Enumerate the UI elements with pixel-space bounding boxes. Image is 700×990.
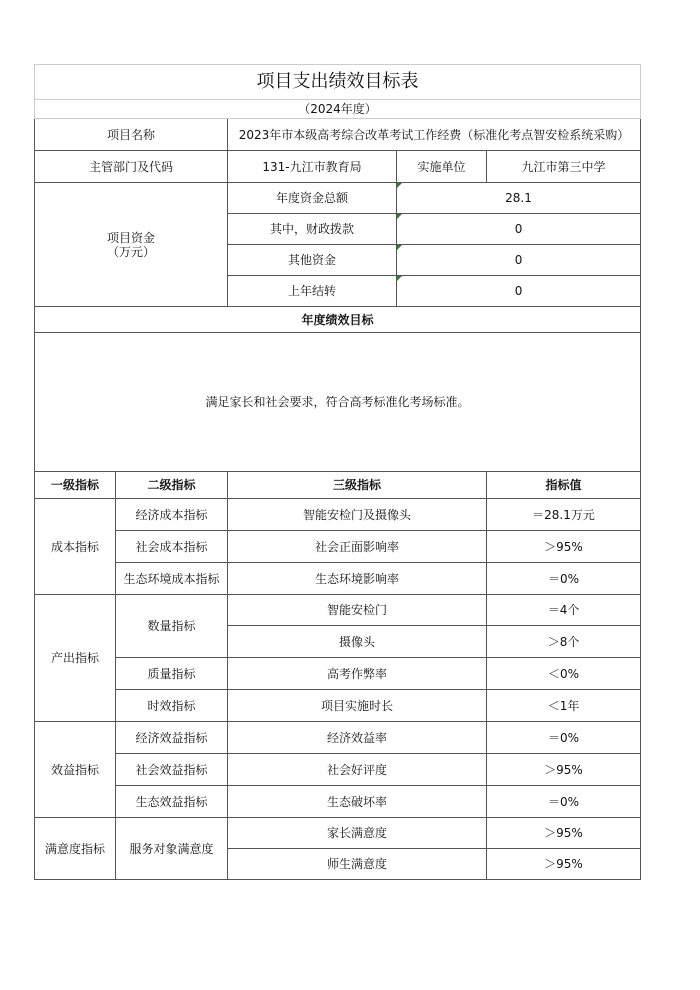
- level3-cell: 社会好评度: [228, 754, 487, 786]
- fund-fiscal-value: 0: [397, 214, 641, 245]
- header-level2: 二级指标: [116, 472, 228, 499]
- value-cell: ＝0%: [487, 722, 641, 754]
- fund-other-value: 0: [397, 245, 641, 276]
- value-cell: ＞8个: [487, 626, 641, 658]
- level3-cell: 师生满意度: [228, 849, 487, 880]
- fund-carryover-value: 0: [397, 276, 641, 307]
- value-cell: ＞95%: [487, 818, 641, 849]
- annual-goal-heading: 年度绩效目标: [35, 307, 641, 333]
- level3-cell: 高考作弊率: [228, 658, 487, 690]
- level2-cell: 社会效益指标: [116, 754, 228, 786]
- funds-label: 项目资金 （万元）: [35, 183, 228, 307]
- fund-fiscal-label: 其中，财政拨款: [228, 214, 397, 245]
- impl-label: 实施单位: [397, 151, 487, 183]
- fund-total-value: 28.1: [397, 183, 641, 214]
- level3-cell: 家长满意度: [228, 818, 487, 849]
- table-title: 项目支出绩效目标表: [35, 65, 641, 100]
- level1-cost: 成本指标: [35, 499, 116, 595]
- project-name-value: 2023年市本级高考综合改革考试工作经费（标准化考点智安检系统采购）: [228, 119, 641, 151]
- header-value: 指标值: [487, 472, 641, 499]
- level2-cell: 服务对象满意度: [116, 818, 228, 880]
- value-cell: ＞95%: [487, 849, 641, 880]
- fund-other-label: 其他资金: [228, 245, 397, 276]
- annual-goal-text: 满足家长和社会要求，符合高考标准化考场标准。: [35, 333, 641, 472]
- fund-total-label: 年度资金总额: [228, 183, 397, 214]
- value-cell: ＝0%: [487, 786, 641, 818]
- level3-cell: 智能安检门: [228, 595, 487, 626]
- level2-cell: 经济效益指标: [116, 722, 228, 754]
- dept-value: 131-九江市教育局: [228, 151, 397, 183]
- value-cell: ＞95%: [487, 531, 641, 563]
- level3-cell: 项目实施时长: [228, 690, 487, 722]
- level2-cell: 经济成本指标: [116, 499, 228, 531]
- value-cell: ＝28.1万元: [487, 499, 641, 531]
- dept-label: 主管部门及代码: [35, 151, 228, 183]
- header-level3: 三级指标: [228, 472, 487, 499]
- level2-cell: 生态环境成本指标: [116, 563, 228, 595]
- impl-value: 九江市第三中学: [487, 151, 641, 183]
- level3-cell: 社会正面影响率: [228, 531, 487, 563]
- level1-output: 产出指标: [35, 595, 116, 722]
- level1-satisfaction: 满意度指标: [35, 818, 116, 880]
- level2-cell: 时效指标: [116, 690, 228, 722]
- level2-cell: 数量指标: [116, 595, 228, 658]
- level3-cell: 智能安检门及摄像头: [228, 499, 487, 531]
- level2-cell: 生态效益指标: [116, 786, 228, 818]
- value-cell: ＜0%: [487, 658, 641, 690]
- level3-cell: 经济效益率: [228, 722, 487, 754]
- value-cell: ＞95%: [487, 754, 641, 786]
- value-cell: ＝4个: [487, 595, 641, 626]
- table-year: （2024年度）: [35, 100, 641, 119]
- project-name-label: 项目名称: [35, 119, 228, 151]
- level3-cell: 生态环境影响率: [228, 563, 487, 595]
- value-cell: ＜1年: [487, 690, 641, 722]
- level1-benefit: 效益指标: [35, 722, 116, 818]
- value-cell: ＝0%: [487, 563, 641, 595]
- level3-cell: 生态破坏率: [228, 786, 487, 818]
- level2-cell: 社会成本指标: [116, 531, 228, 563]
- fund-carryover-label: 上年结转: [228, 276, 397, 307]
- level2-cell: 质量指标: [116, 658, 228, 690]
- performance-goal-table: [34, 64, 641, 880]
- level3-cell: 摄像头: [228, 626, 487, 658]
- header-level1: 一级指标: [35, 472, 116, 499]
